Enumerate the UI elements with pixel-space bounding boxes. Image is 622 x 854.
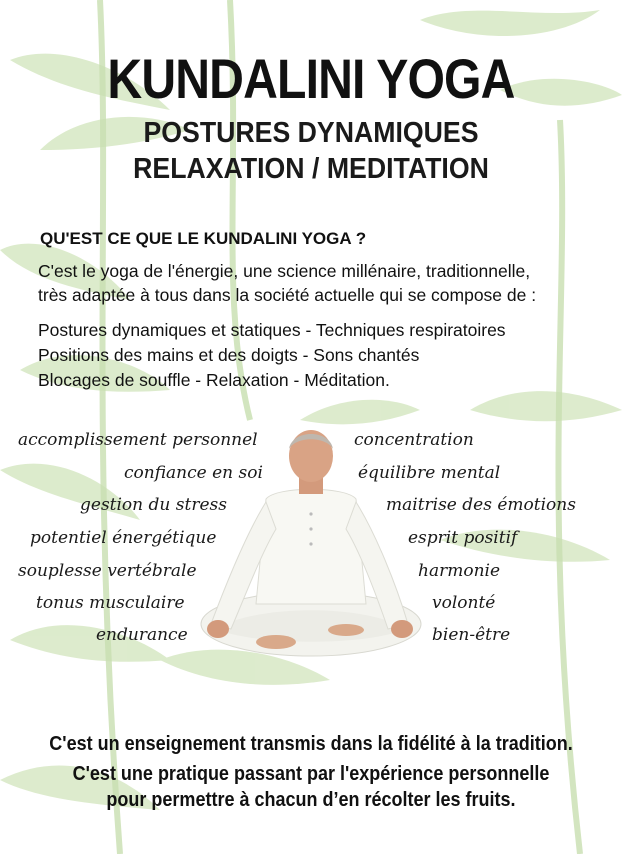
benefit-right: équilibre mental [358,463,501,483]
benefit-right: esprit positif [408,528,518,548]
benefit-left: gestion du stress [80,495,227,515]
benefit-right: volonté [432,593,496,613]
practice-line: Postures dynamiques et statiques - Techniques respiratoires [38,320,506,340]
benefit-right: concentration [354,430,474,450]
practices-list [38,318,598,393]
benefit-right: maitrise des émotions [386,495,576,515]
benefit-right: harmonie [418,561,501,581]
subtitle-relaxation: RELAXATION / MEDITATION [133,153,489,185]
benefit-left: tonus musculaire [36,593,185,613]
intro-line: C'est le yoga de l'énergie, une science millénaire, traditionnelle, [38,261,531,281]
intro-line: très adaptée à tous dans la société actuelle qui se compose de : [38,285,537,305]
page-title: KUNDALINI YOGA [107,47,515,110]
footer-line: C'est une pratique passant par l'expérience personnelle [72,763,550,785]
benefit-left: accomplissement personnel [18,430,258,450]
meditating-person-photo [196,424,426,664]
intro-description [38,259,598,307]
benefit-left: potentiel énergétique [30,528,217,548]
benefit-left: endurance [96,625,188,645]
practice-line: Blocages de souffle - Relaxation - Méditation. [38,370,390,390]
benefit-left: souplesse vertébrale [18,561,197,581]
benefit-right: bien-être [432,625,511,645]
footer-line: pour permettre à chacun d’en récolter les fruits. [106,789,516,811]
subtitle-postures: POSTURES DYNAMIQUES [143,117,479,149]
benefit-left: confiance en soi [124,463,263,483]
practice-line: Positions des mains et des doigts - Sons chantés [38,345,420,365]
footer-line: C'est un enseignement transmis dans la fidélité à la tradition. [49,733,573,755]
intro-question: QU'EST CE QUE LE KUNDALINI YOGA ? [40,229,367,248]
